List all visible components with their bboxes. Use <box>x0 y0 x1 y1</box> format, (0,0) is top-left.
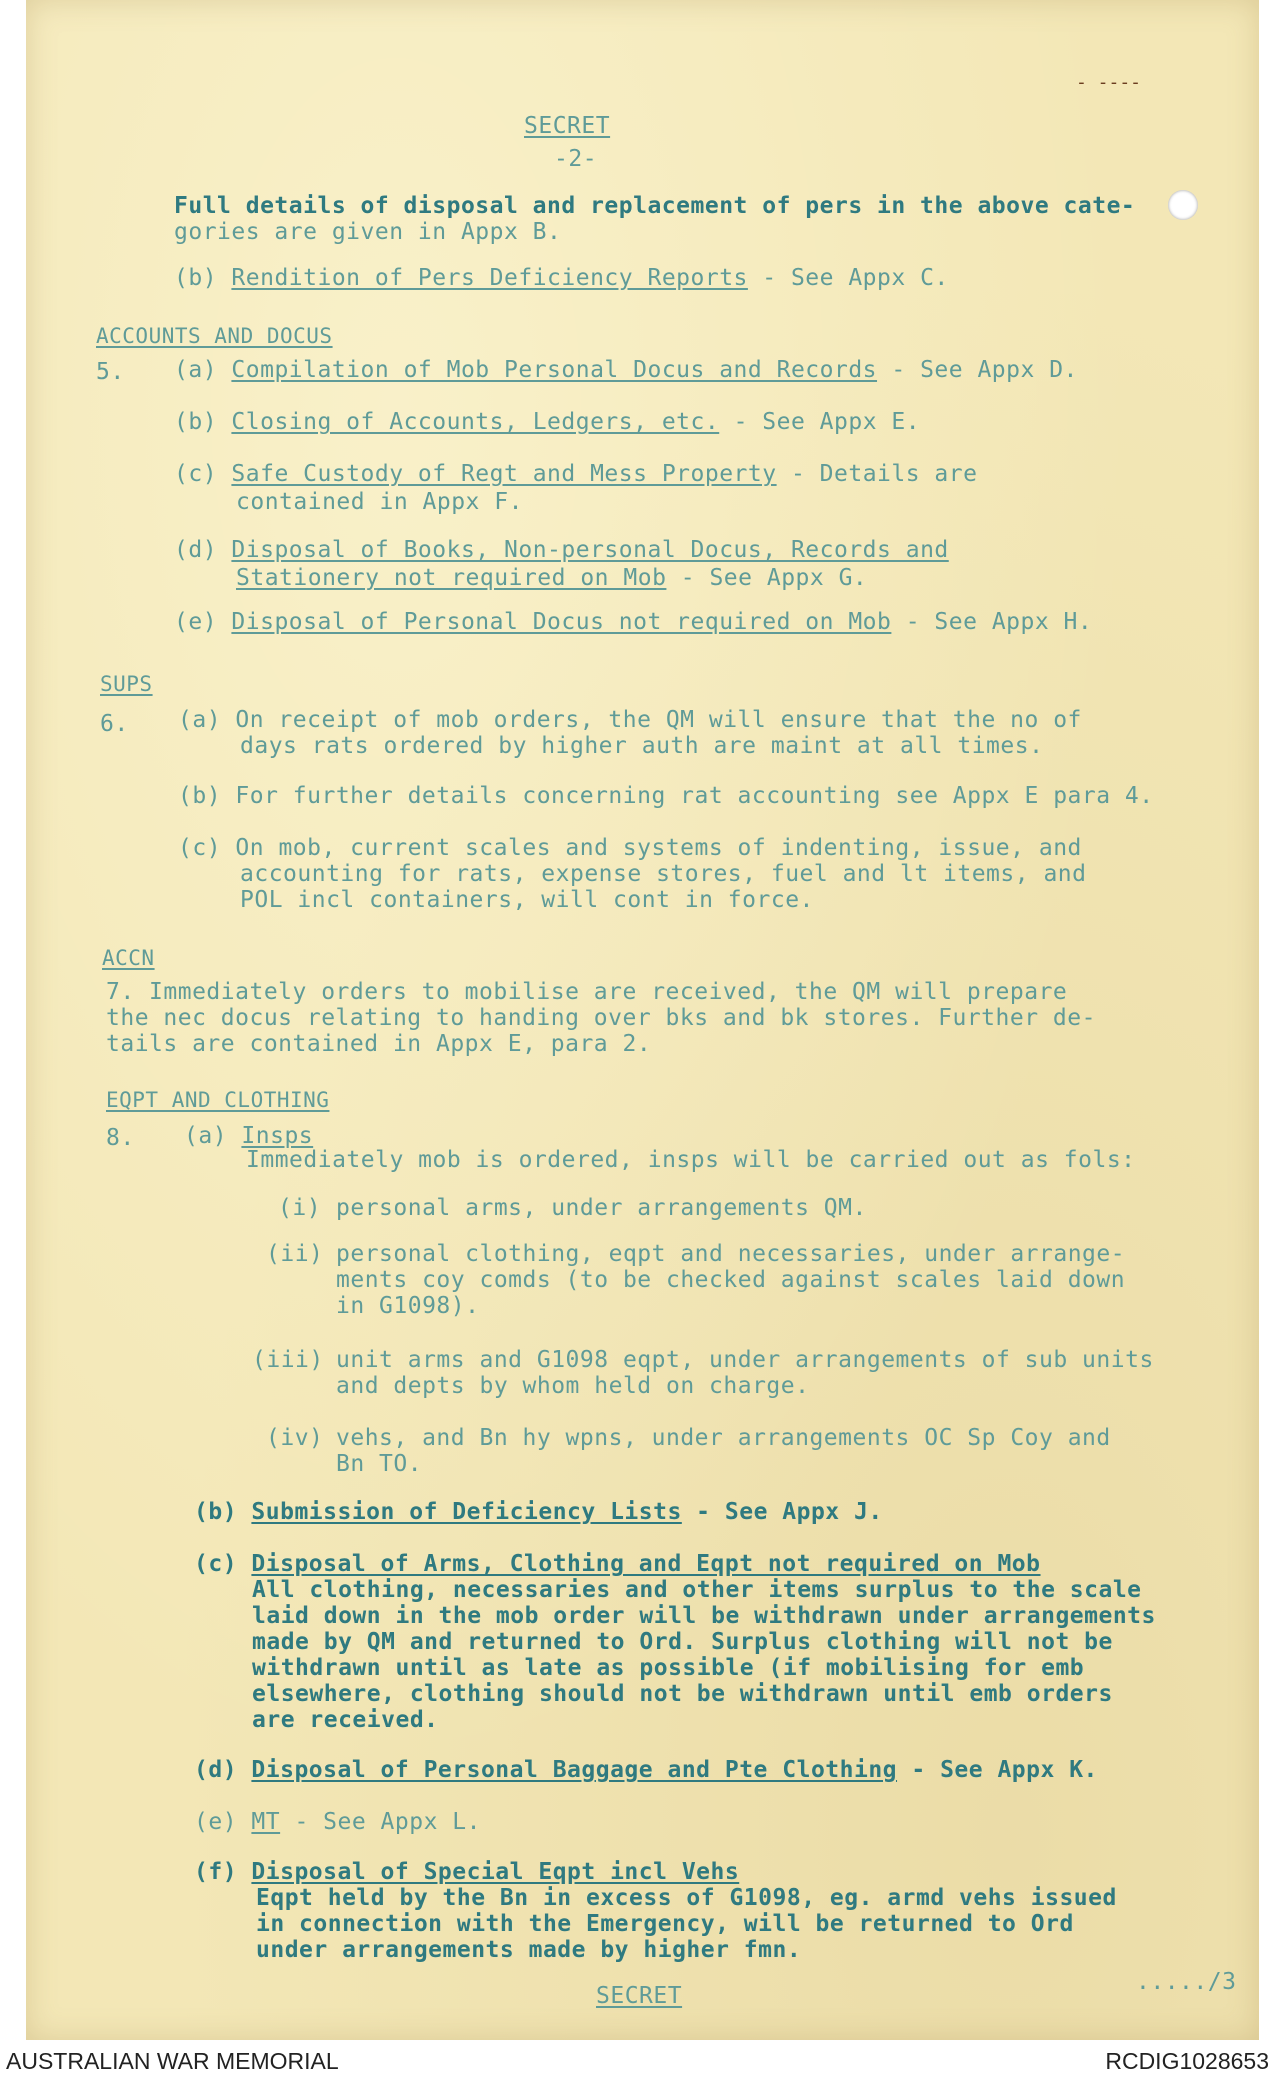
text-line: vehs, and Bn hy wpns, under arrangements OC Sp Coy and <box>336 1425 1111 1451</box>
text-line: personal clothing, eqpt and necessaries, under arrange- <box>336 1241 1126 1267</box>
item-label: (d) <box>194 1757 238 1783</box>
item-5d-line-2 <box>236 564 867 592</box>
para-8-number: 8. <box>106 1125 135 1151</box>
text-line: the nec docus relating to handing over bks and bk stores. Further de- <box>106 1005 1096 1031</box>
item-5d-line <box>174 536 949 564</box>
item-label: (a) <box>178 707 222 733</box>
item-8c-line <box>194 1550 1041 1578</box>
text-line: elsewhere, clothing should not be withdrawn until emb orders <box>252 1681 1113 1707</box>
para-6-number: 6. <box>100 711 129 737</box>
item-6a-line <box>178 706 1082 734</box>
item-title: Closing of Accounts, Ledgers, etc. <box>231 409 720 435</box>
item-title: Safe Custody of Regt and Mess Property <box>231 461 777 487</box>
text-line: tails are contained in Appx E, para 2. <box>106 1031 652 1057</box>
item-ref: - See Appx H. <box>891 609 1093 635</box>
section-heading-accounts: ACCOUNTS AND DOCUS <box>96 324 333 348</box>
subitem-i-label: (i) <box>278 1195 322 1221</box>
text-line: and depts by whom held on charge. <box>336 1373 810 1399</box>
text-line: withdrawn until as late as possible (if mobilising for emb <box>252 1655 1085 1681</box>
item-8f-line <box>194 1858 739 1886</box>
item-ref: - See Appx J. <box>681 1499 883 1525</box>
item-title: Stationery not required on Mob <box>236 565 667 591</box>
punch-hole <box>1168 190 1198 220</box>
header-secret: SECRET <box>524 113 611 139</box>
item-5c-line <box>174 460 977 488</box>
item-title: Disposal of Books, Non-personal Docus, Records and <box>231 537 949 563</box>
subitem-iv-label: (iv) <box>266 1425 324 1451</box>
section-heading-accn: ACCN <box>102 946 155 970</box>
text-line: POL incl containers, will cont in force. <box>240 887 814 913</box>
text-line: are received. <box>252 1707 439 1733</box>
para-5-number: 5. <box>96 359 125 385</box>
ink-mark: - ---- <box>1076 72 1142 93</box>
item-title: Rendition of Pers Deficiency Reports <box>231 265 748 291</box>
item-ref: - Details are <box>776 461 978 487</box>
archive-name: AUSTRALIAN WAR MEMORIAL <box>6 2048 339 2074</box>
item-label: (c) <box>174 461 218 487</box>
text-line: Immediately mob is ordered, insps will be carried out as fols: <box>246 1147 1136 1173</box>
item-8e-line <box>194 1808 481 1836</box>
text-line: contained in Appx F. <box>236 489 523 515</box>
continuation-marker: ...../3 <box>1136 1969 1237 1995</box>
item-title: Disposal of Arms, Clothing and Eqpt not required on Mob <box>251 1551 1041 1577</box>
text-line: under arrangements made by higher fmn. <box>256 1937 802 1963</box>
item-b-line <box>174 264 949 292</box>
item-8b-line <box>194 1498 883 1526</box>
text-line: made by QM and returned to Ord. Surplus clothing will not be <box>252 1629 1113 1655</box>
item-label: (e) <box>194 1809 238 1835</box>
item-title: Compilation of Mob Personal Docus and Records <box>231 357 878 383</box>
item-text: For further details concerning rat accounting see Appx E para 4. <box>235 783 1154 809</box>
item-8d-line <box>194 1756 1098 1784</box>
item-label: (b) <box>178 783 222 809</box>
text-line: unit arms and G1098 eqpt, under arrangements of sub units <box>336 1347 1154 1373</box>
item-label: (b) <box>194 1499 238 1525</box>
archive-id: RCDIG1028653 <box>1105 2048 1269 2074</box>
text-line: laid down in the mob order will be withdrawn under arrangements <box>252 1603 1156 1629</box>
item-label: (c) <box>194 1551 238 1577</box>
item-ref: - See Appx K. <box>897 1757 1098 1783</box>
item-ref: - See Appx D. <box>877 357 1078 383</box>
item-6c-line <box>178 834 1082 862</box>
text-line: gories are given in Appx B. <box>174 219 562 245</box>
item-title: Insps <box>241 1123 314 1149</box>
text-line: Bn TO. <box>336 1451 423 1477</box>
text-line: accounting for rats, expense stores, fuel and lt items, and <box>240 861 1087 887</box>
item-ref: - See Appx L. <box>280 1809 481 1835</box>
item-label: (c) <box>178 835 222 861</box>
item-text: On mob, current scales and systems of indenting, issue, and <box>235 835 1082 861</box>
text-line: personal arms, under arrangements QM. <box>336 1195 867 1221</box>
item-5b-line <box>174 408 920 436</box>
text-line: in connection with the Emergency, will be returned to Ord <box>256 1911 1074 1937</box>
item-title: MT <box>251 1809 281 1835</box>
item-label: (f) <box>194 1859 238 1885</box>
text-line: Full details of disposal and replacement of pers in the above cate- <box>174 193 1136 219</box>
text-line: ments coy comds (to be checked against scales laid down <box>336 1267 1126 1293</box>
item-title: Disposal of Personal Docus not required on Mob <box>231 609 892 635</box>
subitem-iii-label: (iii) <box>252 1347 324 1373</box>
item-title: Disposal of Personal Baggage and Pte Clothing <box>251 1757 898 1783</box>
item-label: (a) <box>174 357 218 383</box>
item-label: (a) <box>184 1123 228 1149</box>
footer-secret: SECRET <box>596 1983 683 2009</box>
item-label: (e) <box>174 609 218 635</box>
item-label: (d) <box>174 537 218 563</box>
item-5e-line <box>174 608 1092 636</box>
subitem-ii-label: (ii) <box>266 1241 324 1267</box>
item-text: On receipt of mob orders, the QM will ensure that the no of <box>235 707 1082 733</box>
item-6b-line <box>178 782 1154 810</box>
section-heading-sups: SUPS <box>100 672 153 696</box>
text-line: 7. Immediately orders to mobilise are received, the QM will prepare <box>106 979 1068 1005</box>
item-ref: - See Appx E. <box>719 409 921 435</box>
item-label: (b) <box>174 265 218 291</box>
text-line: All clothing, necessaries and other items surplus to the scale <box>252 1577 1142 1603</box>
item-title: Submission of Deficiency Lists <box>251 1499 682 1525</box>
text-line: in G1098). <box>336 1293 480 1319</box>
text-line: Eqpt held by the Bn in excess of G1098, eg. armd vehs issued <box>256 1885 1117 1911</box>
item-5a-line <box>174 356 1078 384</box>
item-title: Disposal of Special Eqpt incl Vehs <box>251 1859 740 1885</box>
archive-footer <box>0 2040 1283 2082</box>
item-ref: - See Appx G. <box>666 565 868 591</box>
section-heading-eqpt: EQPT AND CLOTHING <box>106 1088 330 1112</box>
item-label: (b) <box>174 409 218 435</box>
page-marker: -2- <box>554 146 598 172</box>
item-ref: - See Appx C. <box>747 265 949 291</box>
document-page <box>26 0 1259 2040</box>
text-line: days rats ordered by higher auth are maint at all times. <box>240 733 1044 759</box>
